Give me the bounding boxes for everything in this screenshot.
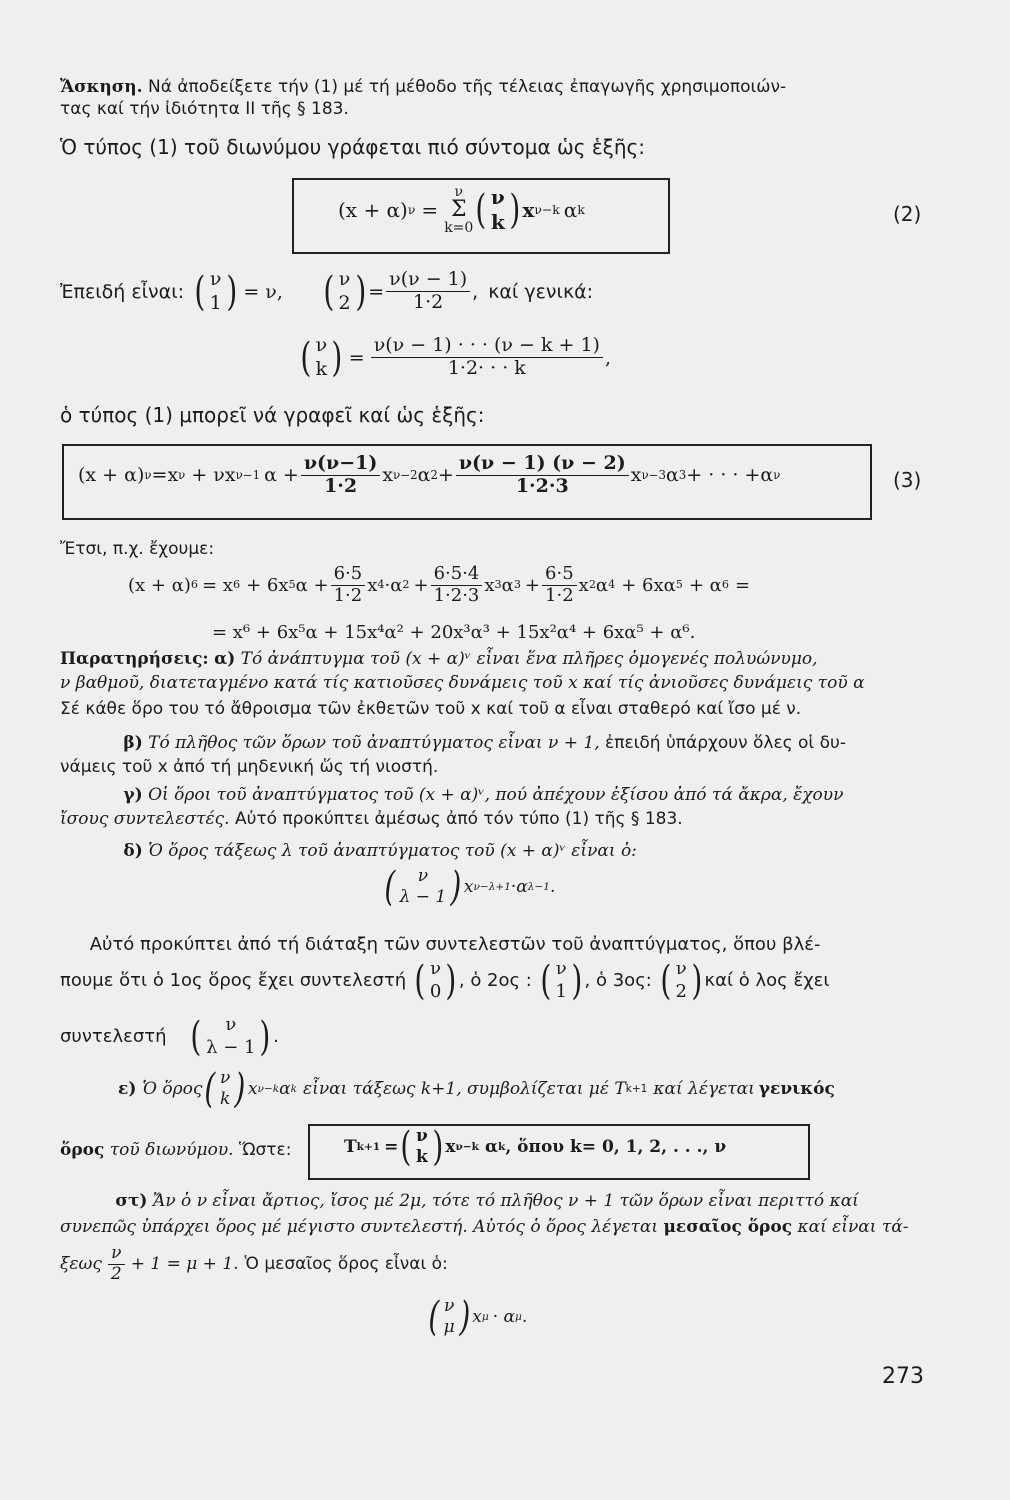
since-binom-1: ( ν 1 ): [194, 268, 238, 315]
h-x: x: [472, 1307, 482, 1328]
ex-f2-num: 6·5·4: [431, 564, 483, 586]
remark-d-label: δ): [123, 841, 143, 861]
remark-a-line-3: Σέ κάθε ὅρο του τό ἄθροισμα τῶν ἐκθετῶν τοῦ x καί τοῦ α εἶναι σταθερό καί ἴσο μέ ν.: [60, 699, 802, 719]
b3-top: ν: [315, 334, 328, 356]
h-frac-den: 2: [110, 1263, 122, 1284]
since-general: καί γενικά:: [488, 280, 594, 303]
remark-f-line: ε) Ὁ ὅρος ( ν k ) x ν−k α k εἶναι τάξεως k+1, συμβολίζεται μέ T k+1 καί λέγεται γενικός: [118, 1066, 835, 1113]
d-tail2: ·α: [510, 877, 528, 898]
eq2-sum-bottom: k=0: [444, 220, 474, 236]
remark-e-text-1: Αὐτό προκύπτει ἀπό τή διάταξη τῶν συντελεστῶν τοῦ ἀναπτύγματος, ὅπου βλέ-: [89, 934, 821, 955]
eq3-t4-x: x: [630, 464, 642, 487]
eq3-frac-2: [456, 453, 629, 498]
example-line-1: (x + α) 6 = x 6 + 6x 5 α + $\frac{6\cdot 5}{1\cdot 2}$ x 4 ·α 2 + $\frac{6\cdot 5\cdot 4}{1\cdot 2\cdot 3}$ x 3 α 3 + $\frac{6\cdot 5}{1\cdot 2}$ x 2 α 4 + 6xα 5 + α 6 =: [128, 563, 751, 606]
ex-f1-den: 1·2: [333, 584, 363, 606]
ex-t4-a: α: [501, 574, 514, 596]
d-end: .: [550, 877, 556, 898]
remark-h-formula: ( ν μ ) x μ · α μ .: [426, 1296, 527, 1339]
ex-frac-2: [431, 564, 483, 606]
since-label: Ἐπειδή εἶναι:: [60, 280, 185, 303]
ex-plus1: +: [413, 574, 429, 596]
eq3-eq: =x: [151, 464, 179, 487]
exercise-line-1: [60, 76, 922, 98]
h-frac-num: ν: [108, 1244, 125, 1265]
since-line: Ἐπειδή εἶναι: ( ν 1 ) = ν, ( ν 2 ) = $\frac{\nu(\nu - 1)}{1\cdot 2}$ , καί γενικά:: [60, 268, 594, 315]
equation-2: (x + α) ν = ν Σ k=0 ( ν k ) x ν−k α k: [338, 184, 585, 236]
f3-num: ν(ν − 1) · · · (ν − k + 1): [371, 335, 603, 358]
ex-rest: + 6xα: [621, 574, 676, 596]
d-tail: x: [463, 877, 474, 898]
page-number: 273: [882, 1364, 924, 1389]
ex-rest2: + α: [688, 574, 722, 596]
d-b-top: ν: [417, 866, 429, 886]
remark-c-text-1: Οἱ ὅροι τοῦ ἀναπτύγματος τοῦ (x + α)ᵛ, πού ἀπέχουν ἐξίσου ἀπό τά ἄκρα, ἔχουν: [148, 785, 844, 805]
remark-h-text-2a: συνεπῶς ὑπάρχει ὅρος μέ μέγιστο συντελεστή. Αὐτός ὁ ὅρος λέγεται: [60, 1217, 659, 1237]
eq3-t3-x: x: [382, 464, 394, 487]
e-b1-bottom: 0: [429, 980, 442, 1002]
since-frac-2: [386, 269, 470, 314]
remark-e-line-3: [60, 1014, 279, 1059]
ex-eq: = x: [202, 574, 233, 596]
eq2-binom-top: ν: [490, 185, 505, 209]
h-b-top: ν: [443, 1296, 455, 1316]
remark-b-italic: Τό πλῆθος τῶν ὅρων τοῦ ἀναπτύγματος εἶναι ν + 1,: [148, 733, 600, 753]
equation-2-number: (2): [893, 202, 922, 226]
e-b3-bottom: 2: [675, 980, 687, 1002]
h-frac: [108, 1244, 125, 1284]
ex-f3-den: 1·2: [545, 584, 574, 606]
ex-f3-num: 6·5: [542, 564, 577, 586]
ex-frac-3: [542, 564, 577, 606]
ex-t4: x: [484, 574, 495, 596]
g-x: x: [445, 1137, 456, 1158]
ex-end: =: [734, 574, 751, 596]
eq3-lhs: (x + α): [78, 464, 145, 487]
remark-b-line-1: [60, 732, 922, 754]
d-b-bottom: λ − 1: [399, 887, 447, 908]
remark-d-line-1: [60, 840, 922, 862]
remark-a-label: α): [214, 649, 236, 669]
e-binom-2: ( ν 1 ): [540, 957, 583, 1004]
g-binom: ( ν k ): [400, 1124, 444, 1171]
remark-b-text-1: ἐπειδή ὑπάρχουν ὅλες οἱ δυ-: [605, 733, 846, 753]
exercise-label: Ἄσκηση.: [60, 77, 143, 97]
remark-e-text-2d: καί ὁ λος ἔχει: [704, 970, 830, 991]
since-frac-3: [371, 335, 603, 380]
equation-3: (x + α) ν =x ν + νx ν−1 α + $\frac{\nu(\nu-1)}{1\cdot 2}$ x ν−2 α 2 + $\frac{\nu(\nu - 1) (\nu - 2)}{1\cdot 2\cdot 3}$ x ν−3 α 3 + · · · +α ν: [78, 452, 781, 497]
f2-num: ν(ν − 1): [386, 269, 470, 292]
remark-f-label: ε): [118, 1079, 137, 1100]
remark-e-line-1: [60, 934, 922, 956]
remark-f-text-3: καί λέγεται: [653, 1079, 755, 1100]
remark-f-text-2: εἶναι τάξεως k+1, συμβολίζεται μέ T: [303, 1079, 626, 1100]
remark-e-text-2b: , ὁ 2ος :: [458, 970, 532, 991]
exercise-line-2: τας καί τήν ἰδιότητα II τῆς § 183.: [60, 99, 349, 119]
remark-h-line-1: [60, 1190, 922, 1212]
remark-a-line-1: [60, 648, 922, 670]
eq3-t3-a: α: [417, 464, 431, 487]
e-b4-bottom: λ − 1: [206, 1036, 256, 1058]
ex-t5-a: α: [595, 574, 609, 596]
remark-f-text-1: Ὁ ὅρος: [142, 1079, 203, 1100]
remark-c-text-2: Αὐτό προκύπτει ἀμέσως ἀπό τόν τύπο (1) τῆς § 183.: [234, 809, 683, 829]
d-binom: ( ν λ − 1 ): [384, 864, 462, 911]
f-x: x: [247, 1079, 258, 1100]
remark-c-line-1: [60, 784, 922, 806]
remark-h-line-3: [60, 1244, 448, 1284]
eq3-f2-den: 1·2·3: [515, 474, 569, 497]
remark-e-text-2a: πουμε ὅτι ὁ 1ος ὅρος ἔχει συντελεστή: [60, 970, 407, 991]
ex-t2: + 6x: [246, 574, 289, 596]
e-binom-1: ( ν 0 ): [414, 957, 457, 1004]
remark-g-bold: ὅρος: [60, 1140, 105, 1160]
ex-lhs: (x + α): [128, 574, 191, 596]
eq3-f2-num: ν(ν − 1) (ν − 2): [456, 453, 629, 476]
since-binom-2: ( ν 2 ): [323, 268, 366, 315]
g-b-top: ν: [415, 1126, 428, 1146]
f2-den: 1·2: [413, 291, 444, 314]
e-b4-top: ν: [225, 1014, 237, 1035]
remark-c-italic: ἴσους συντελεστές.: [60, 809, 230, 829]
ex-t5: x: [578, 574, 589, 596]
remark-f-bold: γενικός: [758, 1079, 835, 1100]
g-T: T: [344, 1137, 357, 1158]
remark-h-label: στ): [115, 1191, 148, 1211]
b2-top: ν: [338, 268, 351, 290]
f3-den: 1·2· · · k: [447, 357, 526, 380]
eq2-sum-top: ν: [454, 184, 463, 200]
f-b-bottom: k: [220, 1089, 231, 1110]
g-eq: =: [384, 1137, 399, 1158]
ex-t2-a: α +: [295, 574, 329, 596]
remark-h-text-3a: ξεως: [60, 1254, 102, 1275]
eq3-t4-a: α: [665, 464, 679, 487]
e-b1-top: ν: [430, 958, 442, 979]
ex-plus2: +: [524, 574, 541, 596]
eq3-t2: + νx: [191, 464, 236, 487]
e-binom-3: ( ν 2 ): [660, 957, 703, 1004]
b1-top: ν: [209, 268, 222, 290]
since-binom-3: ( ν k ): [300, 334, 343, 381]
intro-text: Ὁ τύπος (1) τοῦ διωνύμου γράφεται πιό σύντομα ὡς ἑξῆς:: [60, 135, 645, 159]
f-a: α: [279, 1079, 291, 1100]
example-label: Ἔτσι, π.χ. ἔχουμε:: [60, 539, 215, 559]
remarks-title: Παρατηρήσεις:: [60, 649, 209, 669]
f-binom: ( ν k ): [204, 1066, 246, 1113]
g-a: α: [484, 1137, 499, 1158]
remark-h-text-3c: Ὁ μεσαῖος ὅρος εἶναι ὁ:: [244, 1254, 448, 1275]
e-b3-top: ν: [675, 958, 687, 979]
eq2-a: α: [563, 198, 578, 222]
eq3-tail: + · · · +α: [686, 464, 774, 487]
eq3-frac-1: [301, 453, 381, 498]
formula-intro: ὁ τύπος (1) μπορεῖ νά γραφεῖ καί ὡς ἑξῆς:: [60, 403, 485, 427]
remark-h-text-2c: καί εἶναι τά-: [797, 1217, 909, 1237]
ex-frac-1: [331, 564, 366, 606]
eq3-f1-num: ν(ν−1): [301, 453, 381, 476]
h-binom: ( ν μ ): [428, 1294, 470, 1341]
remark-d-text-1: Ὁ ὅρος τάξεως λ τοῦ ἀναπτύγματος τοῦ (x + α)ᵛ εἶναι ὁ:: [148, 841, 637, 861]
g-b-bottom: k: [415, 1147, 428, 1168]
e-binom-4: ( ν λ − 1 ): [190, 1013, 271, 1060]
remark-h-text-1: Ἄν ὁ ν εἶναι ἄρτιος, ἴσος μέ 2μ, τότε τό πλῆθος ν + 1 τῶν ὅρων εἶναι περιττό καί: [152, 1191, 859, 1211]
ex-f2-den: 1·2·3: [433, 584, 480, 606]
remark-h-line-2: [60, 1216, 922, 1238]
remark-a-line-2: ν βαθμοῦ, διατεταγμένο κατά τίς κατιοῦσες δυνάμεις τοῦ x καί τίς ἀνιοῦσες δυνάμεις τοῦ α: [60, 673, 865, 693]
example-line-2: = x⁶ + 6x⁵α + 15x⁴α² + 20x³α³ + 15x²α⁴ + 6xα⁵ + α⁶.: [212, 622, 696, 643]
general-term-formula: T k+1 = ( ν k ) x ν−k α k , ὅπου k= 0, 1, 2, . . ., ν: [344, 1124, 727, 1171]
ex-t3: x: [367, 574, 378, 596]
b2-bottom: 2: [338, 291, 351, 314]
eq3-t2-a: α +: [264, 464, 299, 487]
remark-b-label: β): [123, 733, 143, 753]
since-eq1: = ν,: [243, 280, 283, 303]
remark-b-line-2: νάμεις τοῦ x ἀπό τή μηδενική ὥς τή νιοστή.: [60, 757, 439, 777]
eq2-x: x: [522, 198, 535, 222]
remark-e-text-3: συντελεστή: [60, 1026, 167, 1047]
h-end: .: [521, 1307, 528, 1328]
remark-e-text-2c: , ὁ 3ος:: [584, 970, 652, 991]
h-a: · α: [492, 1307, 516, 1328]
eq2-binom-bottom: k: [490, 210, 505, 234]
eq3-plus: +: [437, 464, 454, 487]
remark-c-label: γ): [123, 785, 143, 805]
b3-bottom: k: [315, 357, 328, 380]
since-comma: ,: [472, 280, 479, 303]
remark-h-bold: μεσαῖος ὅρος: [663, 1217, 793, 1237]
remark-e-line-2: [60, 958, 829, 1003]
f-b-top: ν: [220, 1068, 231, 1088]
g-rest: , ὅπου k= 0, 1, 2, . . ., ν: [505, 1137, 727, 1158]
ex-f1-num: 6·5: [331, 564, 366, 586]
e-b2-bottom: 1: [555, 980, 567, 1002]
remark-d-formula: ( ν λ − 1 ) x ν−λ+1 ·α λ−1 .: [382, 866, 555, 909]
eq2-binom: ( ν k ): [475, 185, 521, 234]
eq2-sum-sign: Σ: [450, 197, 467, 222]
remark-g-text: [60, 1140, 291, 1160]
eq2-sum: [444, 185, 473, 235]
e-b2-top: ν: [555, 958, 567, 979]
remark-a-text-1: Τό ἀνάπτυγμα τοῦ (x + α)ᵛ εἶναι ἕνα πλῆρες ὁμογενές πολυώνυμο,: [240, 649, 818, 669]
remark-e-end: .: [273, 1026, 279, 1047]
equation-3-number: (3): [893, 468, 922, 492]
b1-bottom: 1: [209, 291, 222, 314]
eq2-lhs: (x + α): [338, 198, 408, 222]
remark-h-text-3b: + 1 = μ + 1.: [130, 1254, 239, 1275]
remark-c-line-2: [60, 808, 922, 830]
ex-t3-a: ·α: [384, 574, 403, 596]
exercise-text-1: Νά ἀποδείξετε τήν (1) μέ τή μέθοδο τῆς τέλειας ἐπαγωγῆς χρησιμοποιών-: [148, 77, 787, 97]
remark-g-text-1: Ὥστε:: [239, 1140, 292, 1160]
eq3-f1-den: 1·2: [324, 474, 358, 497]
general-binom-line: ( ν k ) = $\frac{\nu(\nu - 1) \cdot \cdot \cdot (\nu - k + 1)}{1\cdot 2\cdot \cdot \cdot k}$ ,: [298, 334, 611, 382]
h-b-bottom: μ: [443, 1317, 455, 1338]
remark-g-italic: τοῦ διωνύμου.: [109, 1140, 234, 1160]
